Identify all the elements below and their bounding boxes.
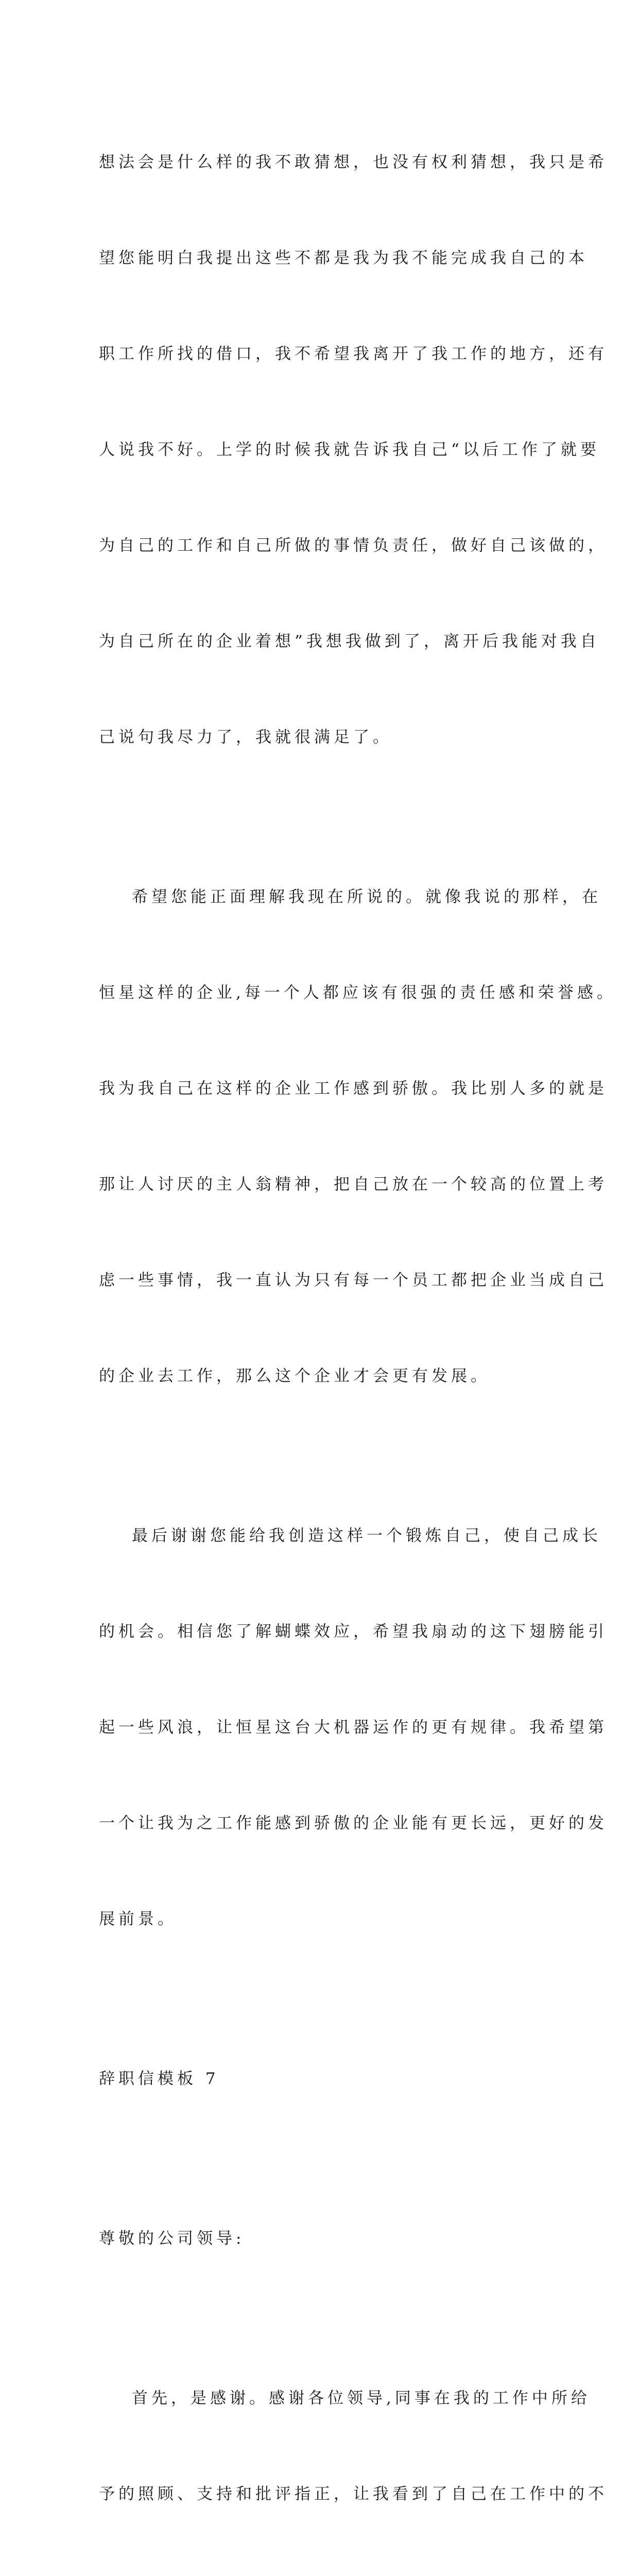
paragraph-line: 展前景。 xyxy=(99,1910,177,1928)
salutation-text: 尊敬的公司领导: xyxy=(99,2229,245,2248)
section-heading xyxy=(99,1999,542,2159)
heading-text: 辞职信模板 7 xyxy=(99,2070,219,2088)
paragraph-line xyxy=(99,2574,542,2576)
paragraph-line: 一个让我为之工作能感到骄傲的企业能有更长远，更好的发 xyxy=(99,1814,608,1833)
paragraph-line: 为自己所在的企业着想”我想我做到了，离开后我能对我自 xyxy=(99,632,600,651)
paragraph-3 xyxy=(99,1456,608,1999)
paragraph-line: 最后谢谢您能给我创造这样一个锻炼自己，使自己成长 xyxy=(132,1527,601,1545)
paragraph-line: 望您能明白我提出这些不都是我为我不能完成我自己的本 xyxy=(99,249,588,267)
paragraph-line: 的机会。相信您了解蝴蝶效应，希望我扇动的这下翅膀能引 xyxy=(99,1622,608,1641)
paragraph-line: 首先，是感谢。感谢各位领导,同事在我的工作中所给 xyxy=(132,2389,591,2408)
paragraph-line: 虑一些事情，我一直认为只有每一个员工都把企业当成自己 xyxy=(99,1271,608,1290)
paragraph-line: 的企业去工作，那么这个企业才会更有发展。 xyxy=(99,1367,490,1385)
paragraph-line: 职工作所找的借口，我不希望我离开了我工作的地方，还有 xyxy=(99,345,608,363)
paragraph-1 xyxy=(99,82,608,817)
paragraph-line: 起一些风浪，让恒星这台大机器运作的更有规律。我希望第 xyxy=(99,1718,608,1737)
document-body xyxy=(99,82,616,2576)
paragraph-line: 那让人讨厌的主人翁精神，把自己放在一个较高的位置上考 xyxy=(99,1175,608,1194)
paragraph-line: 人说我不好。上学的时候我就告诉我自己“以后工作了就要 xyxy=(99,440,600,459)
paragraph-line: 予的照顾、支持和批评指正，让我看到了自己在工作中的不 xyxy=(99,2485,608,2503)
salutation xyxy=(99,2159,542,2318)
paragraph-line: 希望您能正面理解我现在所说的。就像我说的那样，在 xyxy=(132,888,601,906)
paragraph-4 xyxy=(99,2318,608,2576)
paragraph-2 xyxy=(99,817,616,1456)
paragraph-line: 己说句我尽力了，我就很满足了。 xyxy=(99,728,392,747)
paragraph-line: 我为我自己在这样的企业工作感到骄傲。我比别人多的就是 xyxy=(99,1079,608,1098)
paragraph-line: 想法会是什么样的我不敢猜想，也没有权利猜想，我只是希 xyxy=(99,153,608,172)
paragraph-line: 恒星这样的企业,每一个人都应该有很强的责任感和荣誉感。 xyxy=(99,984,616,1002)
paragraph-line: 为自己的工作和自己所做的事情负责任，做好自己该做的， xyxy=(99,536,608,555)
